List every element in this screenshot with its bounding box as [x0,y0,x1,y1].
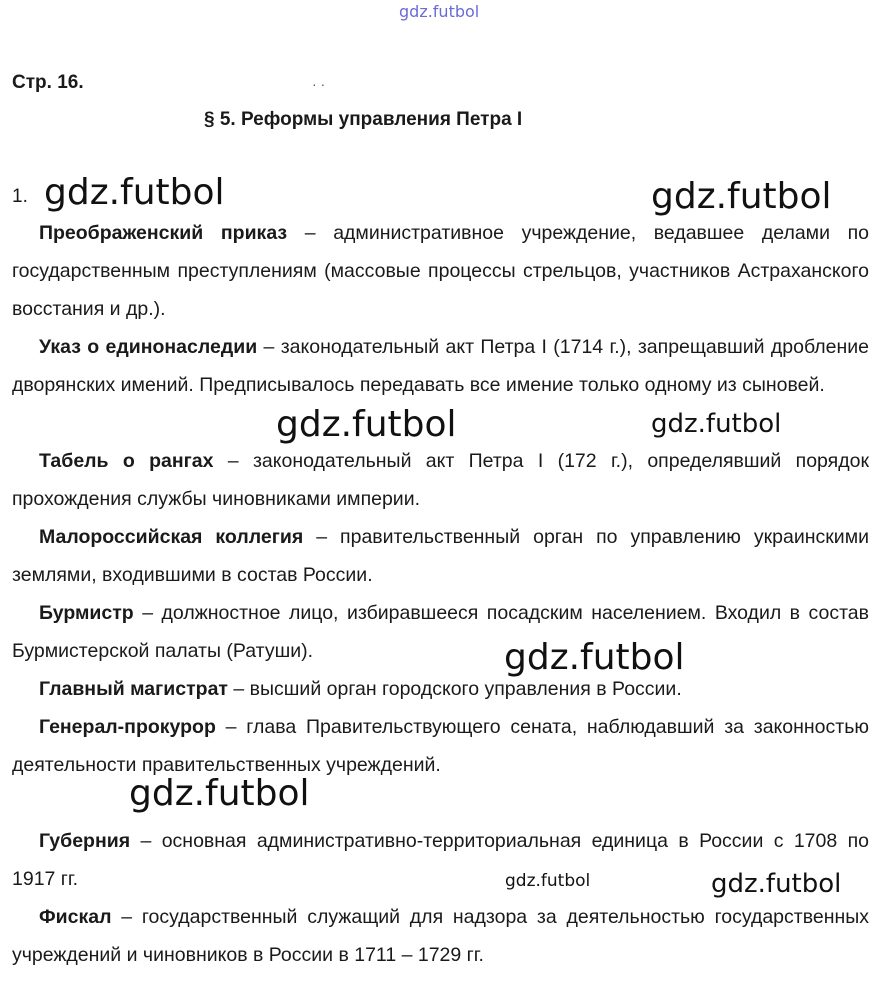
watermark: gdz.futbol [651,176,832,217]
term-paragraph: Преображенский приказ – административное учреждение, ведавшее делами по государственным преступлениям (массовые процессы стрельцов, участников Астраханского восстания и др.). [12,222,869,320]
term: Бурмистр [39,602,134,624]
term-definition: правительственный орган по управлению украинскими землями, входившими в состав России. [12,526,870,586]
term-paragraph: Бурмистр – должностное лицо, избиравшееся посадским населением. Входил в состав Бурмистерской палаты (Ратуши). [12,602,870,662]
watermark: gdz.futbol [711,869,842,899]
watermark-top: gdz.futbol [399,2,480,21]
watermark: gdz.futbol [129,773,310,814]
term-definition: административное учреждение, ведавшее делами по государственным преступлениям (массовые процессы стрельцов, участников Астраханского восстания и др.). [12,222,869,320]
watermark: gdz.futbol [505,871,591,891]
scan-speck: · · [312,76,326,92]
term: Указ о единонаследии [39,336,258,358]
term-paragraph: Главный магистрат – высший орган городского управления в России. [39,678,682,700]
term-paragraph: Малороссийская коллегия – правительственный орган по управлению украинскими землями, входившими в состав России. [12,526,870,586]
term-definition: государственный служащий для надзора за деятельностью государственных учреждений и чиновников в России в 1711 – 1729 гг. [12,906,869,966]
term: Табель о рангах [39,450,214,472]
watermark: gdz.futbol [276,404,457,445]
term-paragraph: Губерния – основная административно-территориальная единица в России с 1708 по 1917 гг. [12,830,869,890]
term-definition: основная административно-территориальная единица в России с 1708 по 1917 гг. [12,830,869,890]
section-title: § 5. Реформы управления Петра I [204,109,523,130]
term-definition: законодательный акт Петра I (1714 г.), запрещавший дробление дворянских имений. Предписывалось передавать все имение только одному из сыновей. [12,336,869,396]
term-definition: должностное лицо, избиравшееся посадским населением. Входил в состав Бурмистерской палаты (Ратуши). [12,602,870,662]
term-definition: высший орган городского управления в России. [249,678,682,700]
watermark: gdz.futbol [651,409,782,439]
term-definition: глава Правительствующего сената, наблюдавший за законностью деятельности правительственных учреждений. [12,716,869,776]
watermark: gdz.futbol [44,172,225,213]
watermark: gdz.futbol [504,637,685,678]
page-number: Стр. 16. [12,72,84,93]
term: Главный магистрат [39,678,228,700]
term: Фискал [39,906,112,928]
term-definition: законодательный акт Петра I (172 г.), определявший порядок прохождения службы чиновниками империи. [12,450,869,510]
term: Малороссийская коллегия [39,526,304,548]
question-number: 1. [12,186,28,207]
term-paragraph: Фискал – государственный служащий для надзора за деятельностью государственных учреждений и чиновников в России в 1711 – 1729 гг. [12,906,869,966]
term-paragraph: Генерал-прокурор – глава Правительствующего сената, наблюдавший за законностью деятельности правительственных учреждений. [12,716,869,776]
term-paragraph: Табель о рангах – законодательный акт Петра I (172 г.), определявший порядок прохождения службы чиновниками империи. [12,450,869,510]
term: Преображенский приказ [39,222,288,244]
term: Генерал-прокурор [39,716,216,738]
term: Губерния [39,830,131,852]
term-paragraph: Указ о единонаследии – законодательный акт Петра I (1714 г.), запрещавший дробление дворянских имений. Предписывалось передавать все имение только одному из сыновей. [12,336,869,396]
